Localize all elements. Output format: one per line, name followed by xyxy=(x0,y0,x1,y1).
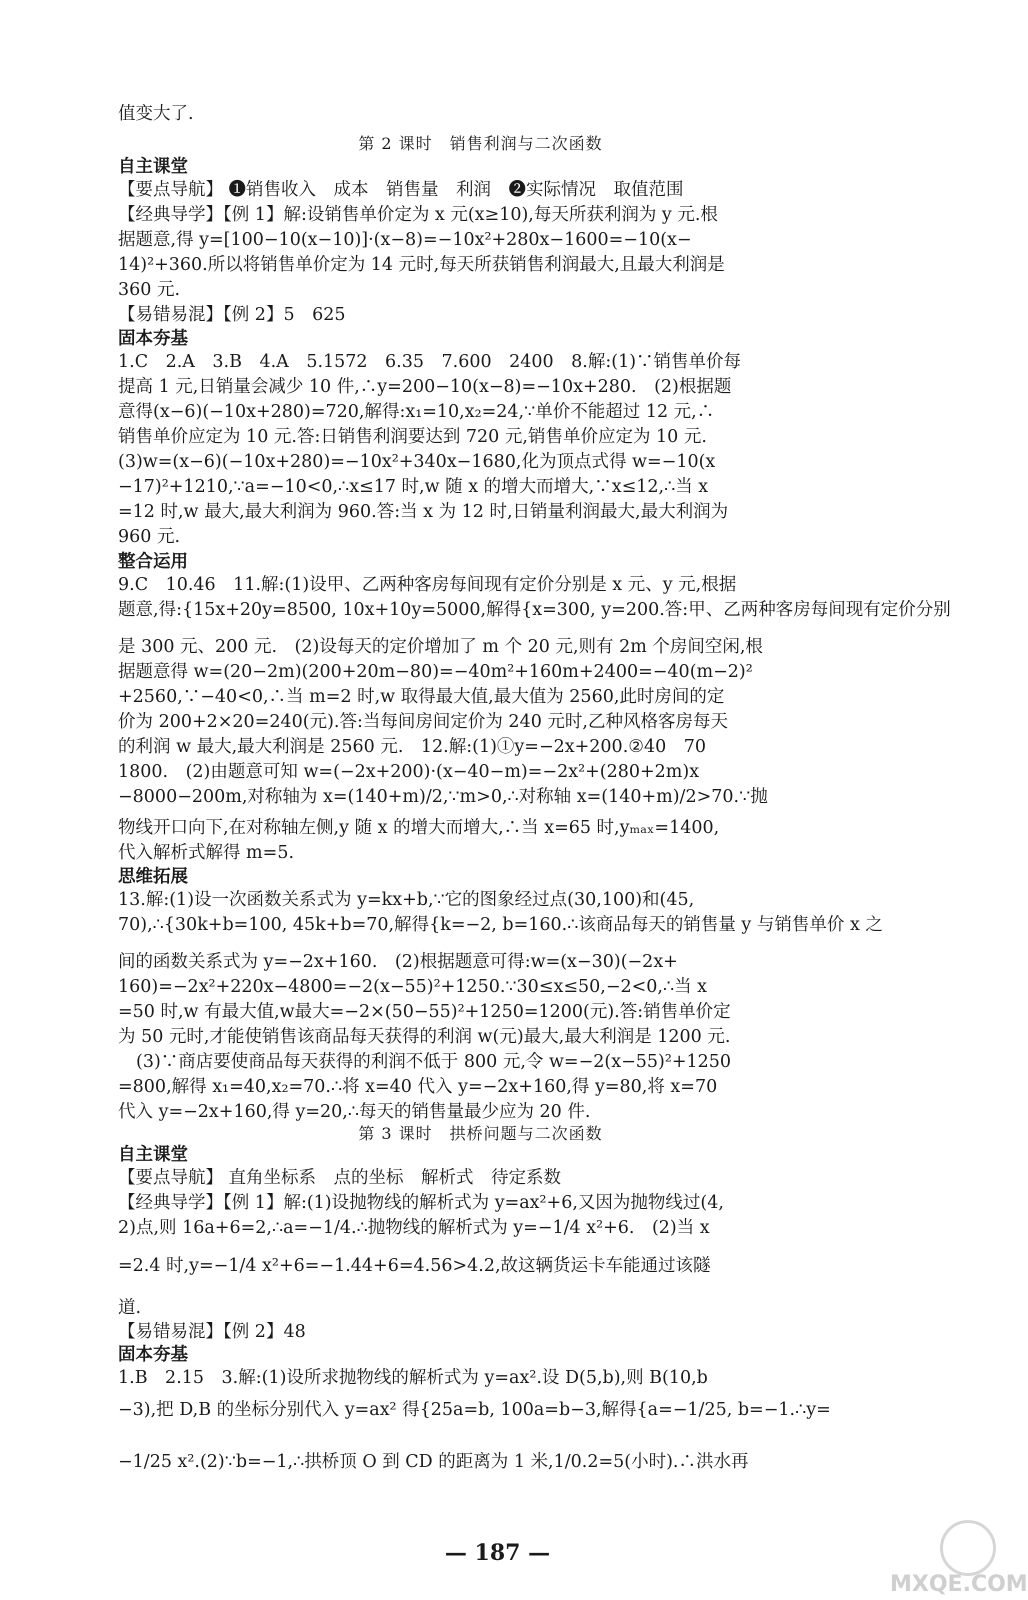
text-line: 【要点导航】 ❶销售收入 成本 销售量 利润 ❷实际情况 取值范围 xyxy=(118,180,684,200)
text-line: 值变大了. xyxy=(118,104,194,124)
text-line: 销售单价应定为 10 元.答:日销售利润要达到 720 元,销售单价应定为 10 元. xyxy=(118,427,707,447)
text-line: (3)w=(x−6)(−10x+280)=−10x²+340x−1680,化为顶点式得 w=−10(x xyxy=(118,452,716,472)
text-line: 1.C 2.A 3.B 4.A 5.1572 6.35 7.600 2400 8.解:(1)∵销售单价每 xyxy=(118,352,742,372)
text-line: −8000−200m,对称轴为 x=(140+m)/2,∵m>0,∴对称轴 x=(140+m)/2>70.∵抛 xyxy=(118,787,768,807)
section-heading: 自主课堂 xyxy=(118,157,188,177)
text-line: 1800. (2)由题意可知 w=(−2x+200)·(x−40−m)=−2x²+(280+2m)x xyxy=(118,762,700,782)
text-line: 据题意,得 y=[100−10(x−10)]·(x−8)=−10x²+280x−1600=−10(x− xyxy=(118,230,692,250)
section-heading: 第 3 课时 拱桥问题与二次函数 xyxy=(358,1124,603,1143)
text-line: 14)²+360.所以将销售单价定为 14 元时,每天所获销售利润最大,且最大利润是 xyxy=(118,255,725,275)
text-line: +2560,∵−40<0,∴当 m=2 时,w 取得最大值,最大值为 2560,此时房间的定 xyxy=(118,687,725,707)
text-line: 160)=−2x²+220x−4800=−2(x−55)²+1250.∵30≤x≤50,−2<0,∴当 x xyxy=(118,977,708,997)
text-line: 【经典导学】【例 1】解:(1)设抛物线的解析式为 y=ax²+6,又因为抛物线过(4, xyxy=(118,1193,724,1213)
text-line: 意得(x−6)(−10x+280)=720,解得:x₁=10,x₂=24,∵单价不能超过 12 元,∴ xyxy=(118,402,715,422)
text-line: 提高 1 元,日销量会减少 10 件,∴y=200−10(x−8)=−10x+280. (2)根据题 xyxy=(118,377,732,397)
text-line: 代入 y=−2x+160,得 y=20,∴每天的销售量最少应为 20 件. xyxy=(118,1102,591,1122)
text-line: 代入解析式解得 m=5. xyxy=(118,843,295,863)
text-line: 【易错易混】【例 2】48 xyxy=(118,1322,306,1342)
section-heading: 固本夯基 xyxy=(118,329,188,349)
text-line: −1/25 x².(2)∵b=−1,∴拱桥顶 O 到 CD 的距离为 1 米,1/0.2=5(小时).∴洪水再 xyxy=(118,1452,749,1472)
text-line: =50 时,w 有最大值,w最大=−2×(50−55)²+1250=1200(元).答:销售单价定 xyxy=(118,1002,731,1022)
text-line: 13.解:(1)设一次函数关系式为 y=kx+b,∵它的图象经过点(30,100)和(45, xyxy=(118,890,695,910)
section-heading: 整合运用 xyxy=(118,552,188,572)
text-line: 的利润 w 最大,最大利润是 2560 元. 12.解:(1)①y=−2x+200.②40 70 xyxy=(118,737,706,757)
text-line: 道. xyxy=(118,1298,142,1318)
text-line: 2)点,则 16a+6=2,∴a=−1/4.∴抛物线的解析式为 y=−1/4 x²+6. (2)当 x xyxy=(118,1218,710,1238)
text-line: 为 50 元时,才能使销售该商品每天获得的利润 w(元)最大,最大利润是 1200 元. xyxy=(118,1027,731,1047)
text-line: 【要点导航】 直角坐标系 点的坐标 解析式 待定系数 xyxy=(118,1168,562,1188)
text-line: −17)²+1210,∵a=−10<0,∴x≤17 时,w 随 x 的增大而增大,∵x≤12,∴当 x xyxy=(118,477,709,497)
text-line: =2.4 时,y=−1/4 x²+6=−1.44+6=4.56>4.2,故这辆货运卡车能通过该隧 xyxy=(118,1256,711,1276)
text-line: 1.B 2.15 3.解:(1)设所求抛物线的解析式为 y=ax².设 D(5,b),则 B(10,b xyxy=(118,1368,708,1388)
section-heading: 固本夯基 xyxy=(118,1345,188,1365)
text-line: 960 元. xyxy=(118,527,181,547)
text-line: 360 元. xyxy=(118,280,181,300)
text-line: −3),把 D,B 的坐标分别代入 y=ax² 得{25a=b, 100a=b−3,解得{a=−1/25, b=−1.∴y= xyxy=(118,1400,831,1420)
section-heading: 自主课堂 xyxy=(118,1145,188,1165)
page-number: — 187 — xyxy=(444,1540,551,1566)
watermark-text: MXQE.COM xyxy=(890,1572,1028,1597)
text-line: 物线开口向下,在对称轴左侧,y 随 x 的增大而增大,∴当 x=65 时,yₘₐₓ=1400, xyxy=(118,818,720,838)
text-line: 【易错易混】【例 2】5 625 xyxy=(118,305,346,325)
section-heading: 思维拓展 xyxy=(118,867,188,887)
text-line: 价为 200+2×20=240(元).答:当每间房间定价为 240 元时,乙种风格客房每天 xyxy=(118,712,728,732)
text-line: 【经典导学】【例 1】解:设销售单价定为 x 元(x≥10),每天所获利润为 y 元.根 xyxy=(118,205,718,225)
text-line: =800,解得 x₁=40,x₂=70.∴将 x=40 代入 y=−2x+160,得 y=80,将 x=70 xyxy=(118,1077,718,1097)
text-line: =12 时,w 最大,最大利润为 960.答:当 x 为 12 时,日销量利润最大,最大利润为 xyxy=(118,502,729,522)
text-line: 题意,得:{15x+20y=8500, 10x+10y=5000,解得{x=300, y=200.答:甲、乙两种客房每间现有定价分别 xyxy=(118,600,951,620)
text-line: 是 300 元、200 元. (2)设每天的定价增加了 m 个 20 元,则有 2m 个房间空闲,根 xyxy=(118,637,763,657)
section-heading: 第 2 课时 销售利润与二次函数 xyxy=(358,134,603,153)
text-line: 据题意得 w=(20−2m)(200+20m−80)=−40m²+160m+2400=−40(m−2)² xyxy=(118,662,753,682)
text-line: (3)∵商店要使商品每天获得的利润不低于 800 元,令 w=−2(x−55)²+1250 xyxy=(136,1052,732,1072)
text-line: 9.C 10.46 11.解:(1)设甲、乙两种客房每间现有定价分别是 x 元、y 元,根据 xyxy=(118,575,737,595)
text-line: 间的函数关系式为 y=−2x+160. (2)根据题意可得:w=(x−30)(−2x+ xyxy=(118,952,678,972)
text-line: 70),∴{30k+b=100, 45k+b=70,解得{k=−2, b=160.∴该商品每天的销售量 y 与销售单价 x 之 xyxy=(118,915,883,935)
watermark-logo-icon xyxy=(940,1520,996,1576)
